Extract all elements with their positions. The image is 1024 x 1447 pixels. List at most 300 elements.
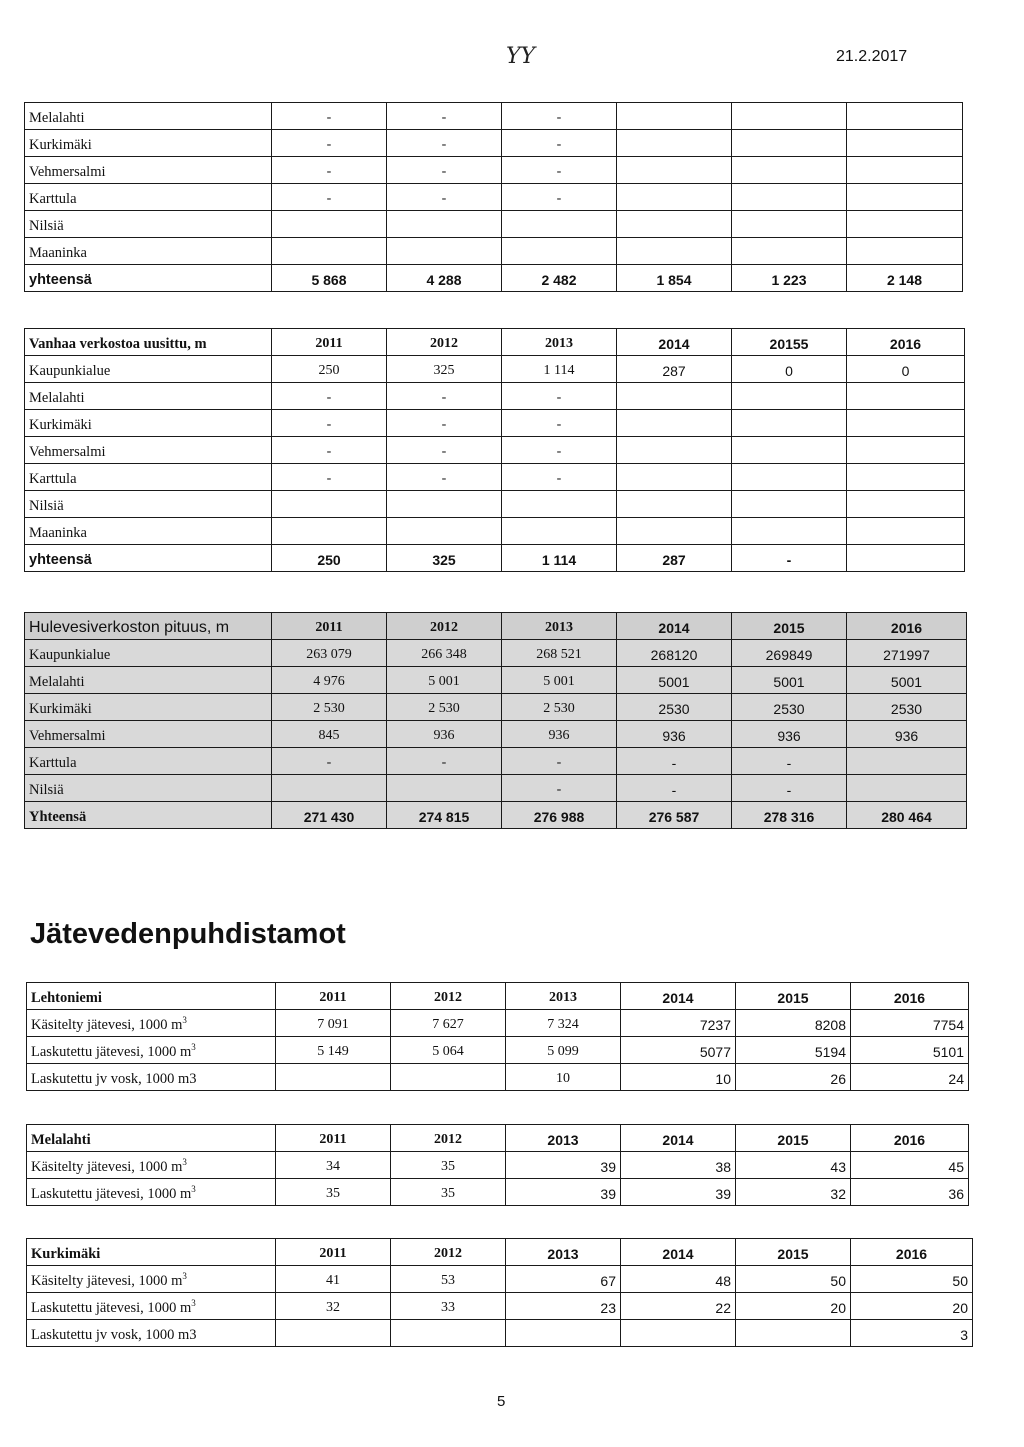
table-row [25, 184, 963, 211]
row-label-text: Laskutettu jätevesi, 1000 m [31, 1300, 192, 1316]
year-header: 2011 [272, 329, 387, 356]
table-cell: 10 [506, 1064, 621, 1091]
table-body [27, 983, 969, 1091]
table-cell: 2 530 [502, 694, 617, 721]
row-label-text: Käsitelty jätevesi, 1000 m [31, 1159, 183, 1175]
table-cell: - [387, 437, 502, 464]
row-label: Kaupunkialue [25, 640, 272, 667]
year-header: 2012 [387, 329, 502, 356]
total-cell: 2 482 [502, 265, 617, 292]
table-cell: 35 [391, 1179, 506, 1206]
table-row [25, 238, 963, 265]
year-header: 2011 [276, 1239, 391, 1266]
year-header: 2015 [736, 1125, 851, 1152]
year-header: 2012 [391, 1125, 506, 1152]
row-label [27, 1179, 276, 1206]
row-label: Nilsiä [25, 211, 272, 238]
table-cell: 268120 [617, 640, 732, 667]
row-label: Kaupunkialue [25, 356, 272, 383]
table-cell: 7237 [621, 1010, 736, 1037]
year-header: 2015 [736, 983, 851, 1010]
table-cell: - [272, 410, 387, 437]
unit-superscript: 3 [182, 1015, 187, 1026]
table-cell: - [617, 775, 732, 802]
table-cell: 325 [387, 356, 502, 383]
total-cell: 280 464 [847, 802, 967, 829]
year-header: 2014 [621, 1239, 736, 1266]
header-row [25, 329, 965, 356]
table-cell [276, 1320, 391, 1347]
unit-superscript: 3 [191, 1298, 196, 1309]
table-cell: - [387, 383, 502, 410]
total-row [25, 545, 965, 572]
table-cell: - [502, 410, 617, 437]
table-row [27, 1320, 973, 1347]
header-row [25, 613, 967, 640]
table-cell: 22 [621, 1293, 736, 1320]
total-label: yhteensä [25, 545, 272, 572]
row-label: Karttula [25, 464, 272, 491]
table-cell: 34 [276, 1152, 391, 1179]
table-row [25, 464, 965, 491]
table-cell: 36 [851, 1179, 969, 1206]
total-cell: 274 815 [387, 802, 502, 829]
table-row [25, 518, 965, 545]
table-cell: - [502, 157, 617, 184]
header-row [27, 1125, 969, 1152]
table-cell [617, 238, 732, 265]
table-cell [617, 410, 732, 437]
table-row [25, 157, 963, 184]
table-cell [617, 157, 732, 184]
year-header: 2012 [387, 613, 502, 640]
row-label-text: Käsitelty jätevesi, 1000 m [31, 1017, 183, 1033]
row-label: Karttula [25, 184, 272, 211]
table-cell [506, 1320, 621, 1347]
total-cell: 276 587 [617, 802, 732, 829]
table-cell: 26 [736, 1064, 851, 1091]
total-cell: 1 114 [502, 545, 617, 572]
table-cell [847, 184, 963, 211]
table-cell: - [387, 184, 502, 211]
row-label: Melalahti [25, 383, 272, 410]
table-cell [387, 775, 502, 802]
table-cell [391, 1320, 506, 1347]
table-title: Lehtoniemi [27, 983, 276, 1010]
table-cell: 38 [621, 1152, 736, 1179]
total-cell: 2 148 [847, 265, 963, 292]
table-cell: - [272, 464, 387, 491]
table-cell: - [387, 410, 502, 437]
table-cell: 5001 [732, 667, 847, 694]
table-cell [736, 1320, 851, 1347]
table-kurkimaki [26, 1238, 973, 1347]
year-header: 2016 [851, 983, 969, 1010]
year-header: 2016 [851, 1239, 973, 1266]
table-stormwater-network [24, 612, 967, 829]
unit-superscript: 3 [191, 1184, 196, 1195]
table-cell: 269849 [732, 640, 847, 667]
table-row [25, 667, 967, 694]
unit-superscript: 3 [182, 1157, 187, 1168]
total-cell: 271 430 [272, 802, 387, 829]
table-cell: - [387, 157, 502, 184]
table-cell: 67 [506, 1266, 621, 1293]
table-cell: 50 [851, 1266, 973, 1293]
table-row [25, 491, 965, 518]
year-header: 2011 [276, 983, 391, 1010]
table-cell [391, 1064, 506, 1091]
table-cell [387, 491, 502, 518]
table-cell: - [502, 184, 617, 211]
table-cell: 0 [847, 356, 965, 383]
table-cell [387, 211, 502, 238]
year-header: 2016 [847, 329, 965, 356]
table-cell: 10 [621, 1064, 736, 1091]
table-cell [732, 103, 847, 130]
table-row [27, 1293, 973, 1320]
year-header: 2014 [617, 613, 732, 640]
handwritten-initials: YY [506, 44, 536, 69]
table-cell: - [387, 748, 502, 775]
table-cell [847, 130, 963, 157]
table-row [25, 721, 967, 748]
table-body [25, 103, 963, 292]
table-row [25, 130, 963, 157]
row-label: Kurkimäki [25, 130, 272, 157]
table-cell [387, 518, 502, 545]
table-cell: 936 [732, 721, 847, 748]
table-row [27, 1010, 969, 1037]
table-cell: 5 001 [387, 667, 502, 694]
total-cell: - [732, 545, 847, 572]
row-label: Kurkimäki [25, 410, 272, 437]
row-label: Melalahti [25, 103, 272, 130]
table-cell: 24 [851, 1064, 969, 1091]
table-cell [732, 491, 847, 518]
year-header: 20155 [732, 329, 847, 356]
table-cell: 50 [736, 1266, 851, 1293]
year-header: 2014 [621, 983, 736, 1010]
table-cell [617, 130, 732, 157]
table-cell [732, 211, 847, 238]
year-header: 2013 [506, 1125, 621, 1152]
table-cell: 20 [851, 1293, 973, 1320]
table-cell [847, 157, 963, 184]
year-header: 2014 [621, 1125, 736, 1152]
table-cell: 7 091 [276, 1010, 391, 1037]
table-cell: - [272, 383, 387, 410]
table-cell: - [272, 130, 387, 157]
table-body [27, 1239, 973, 1347]
total-cell: 4 288 [387, 265, 502, 292]
table-cell: - [272, 157, 387, 184]
table-cell [502, 238, 617, 265]
page-number: 5 [497, 1393, 506, 1410]
row-label-text: Laskutettu jätevesi, 1000 m [31, 1186, 192, 1202]
row-label: Karttula [25, 748, 272, 775]
table-cell: 39 [621, 1179, 736, 1206]
table-cell: 268 521 [502, 640, 617, 667]
table-cell: - [387, 103, 502, 130]
table-cell: - [502, 464, 617, 491]
table-cell [502, 211, 617, 238]
row-label: Laskutettu jv vosk, 1000 m3 [27, 1320, 276, 1347]
row-label-text: Käsitelty jätevesi, 1000 m [31, 1273, 183, 1289]
table-cell: 5194 [736, 1037, 851, 1064]
table-cell: 32 [276, 1293, 391, 1320]
table-cell: 35 [391, 1152, 506, 1179]
table-cell: 48 [621, 1266, 736, 1293]
total-cell: 1 854 [617, 265, 732, 292]
table-cell: - [502, 383, 617, 410]
table-title: Hulevesiverkoston pituus, m [25, 613, 272, 640]
table-cell [272, 211, 387, 238]
table-lehtoniemi [26, 982, 969, 1091]
table-cell: 2530 [617, 694, 732, 721]
table-cell [387, 238, 502, 265]
table-cell: 7754 [851, 1010, 969, 1037]
table-cell: - [502, 748, 617, 775]
table-cell: 35 [276, 1179, 391, 1206]
table-cell [732, 437, 847, 464]
row-label [27, 1293, 276, 1320]
table-cell [617, 184, 732, 211]
table-cell [617, 211, 732, 238]
year-header: 2012 [391, 983, 506, 1010]
total-cell: 5 868 [272, 265, 387, 292]
table-renewed-network [24, 328, 965, 572]
table-cell: - [502, 130, 617, 157]
table-cell: 3 [851, 1320, 973, 1347]
table-row [25, 640, 967, 667]
year-header: 2016 [851, 1125, 969, 1152]
table-row [27, 1152, 969, 1179]
table-cell [847, 437, 965, 464]
table-cell: 5 099 [506, 1037, 621, 1064]
total-cell [847, 545, 965, 572]
table-cell: 39 [506, 1152, 621, 1179]
table-cell: - [387, 464, 502, 491]
year-header: 2012 [391, 1239, 506, 1266]
table-row [25, 103, 963, 130]
table-cell [847, 491, 965, 518]
table-cell [617, 103, 732, 130]
row-label: Nilsiä [25, 491, 272, 518]
table-cell: 936 [387, 721, 502, 748]
row-label: Vehmersalmi [25, 157, 272, 184]
table-row [25, 775, 967, 802]
row-label [27, 1152, 276, 1179]
table-cell [732, 130, 847, 157]
header-row [27, 983, 969, 1010]
table-cell [732, 518, 847, 545]
table-cell: 5 064 [391, 1037, 506, 1064]
table-row [25, 356, 965, 383]
table-row [25, 694, 967, 721]
table-cell: - [272, 437, 387, 464]
total-cell: 250 [272, 545, 387, 572]
table-cell: 32 [736, 1179, 851, 1206]
row-label [27, 1010, 276, 1037]
document-date: 21.2.2017 [836, 48, 908, 65]
table-network-continued [24, 102, 963, 292]
table-cell: - [502, 437, 617, 464]
total-cell: 287 [617, 545, 732, 572]
row-label: Laskutettu jv vosk, 1000 m3 [27, 1064, 276, 1091]
row-label: Vehmersalmi [25, 721, 272, 748]
table-cell: - [272, 103, 387, 130]
table-cell [847, 103, 963, 130]
year-header: 2011 [272, 613, 387, 640]
table-cell [502, 491, 617, 518]
table-cell [621, 1320, 736, 1347]
table-cell: 936 [617, 721, 732, 748]
table-cell: 250 [272, 356, 387, 383]
table-cell [847, 464, 965, 491]
table-cell: 266 348 [387, 640, 502, 667]
table-cell: 7 627 [391, 1010, 506, 1037]
table-cell [272, 775, 387, 802]
table-row [27, 1064, 969, 1091]
table-title: Melalahti [27, 1125, 276, 1152]
table-cell [617, 464, 732, 491]
total-cell: 325 [387, 545, 502, 572]
table-cell: 2 530 [272, 694, 387, 721]
table-cell [732, 464, 847, 491]
total-cell: 1 223 [732, 265, 847, 292]
table-cell: 1 114 [502, 356, 617, 383]
total-cell: 278 316 [732, 802, 847, 829]
table-cell [617, 383, 732, 410]
table-cell [732, 410, 847, 437]
table-row [25, 383, 965, 410]
header-row [27, 1239, 973, 1266]
year-header: 2016 [847, 613, 967, 640]
table-cell [847, 775, 967, 802]
year-header: 2015 [732, 613, 847, 640]
table-cell [617, 437, 732, 464]
table-cell [847, 748, 967, 775]
row-label: Vehmersalmi [25, 437, 272, 464]
table-row [25, 437, 965, 464]
table-cell: 5001 [617, 667, 732, 694]
table-cell: 2530 [732, 694, 847, 721]
total-label: Yhteensä [25, 802, 272, 829]
table-body [25, 613, 967, 829]
table-row [25, 748, 967, 775]
table-cell [276, 1064, 391, 1091]
table-body [25, 329, 965, 572]
table-cell: 845 [272, 721, 387, 748]
table-cell: - [732, 775, 847, 802]
table-cell: - [387, 130, 502, 157]
table-cell [272, 238, 387, 265]
table-cell [847, 518, 965, 545]
table-cell: 39 [506, 1179, 621, 1206]
table-cell: 20 [736, 1293, 851, 1320]
table-row [27, 1179, 969, 1206]
table-cell: 0 [732, 356, 847, 383]
table-cell: 5 149 [276, 1037, 391, 1064]
table-cell: 936 [502, 721, 617, 748]
table-melalahti [26, 1124, 969, 1206]
table-cell: 7 324 [506, 1010, 621, 1037]
year-header: 2015 [736, 1239, 851, 1266]
unit-superscript: 3 [182, 1271, 187, 1282]
year-header: 2013 [506, 983, 621, 1010]
table-row [25, 211, 963, 238]
table-cell [502, 518, 617, 545]
section-title: Jätevedenpuhdistamot [30, 918, 346, 950]
table-cell: 936 [847, 721, 967, 748]
table-cell [847, 238, 963, 265]
row-label [27, 1037, 276, 1064]
table-cell [732, 383, 847, 410]
table-cell [617, 518, 732, 545]
table-body [27, 1125, 969, 1206]
table-cell [847, 211, 963, 238]
table-cell: 287 [617, 356, 732, 383]
table-cell [847, 383, 965, 410]
row-label-text: Laskutettu jätevesi, 1000 m [31, 1044, 192, 1060]
table-cell: 33 [391, 1293, 506, 1320]
row-label [27, 1266, 276, 1293]
row-label: Kurkimäki [25, 694, 272, 721]
table-row [27, 1037, 969, 1064]
year-header: 2013 [506, 1239, 621, 1266]
table-cell: - [502, 775, 617, 802]
total-row [25, 265, 963, 292]
row-label: Melalahti [25, 667, 272, 694]
table-title: Kurkimäki [27, 1239, 276, 1266]
table-cell: - [272, 748, 387, 775]
table-cell: 4 976 [272, 667, 387, 694]
table-cell: - [732, 748, 847, 775]
table-cell [847, 410, 965, 437]
table-cell: 271997 [847, 640, 967, 667]
total-cell: 276 988 [502, 802, 617, 829]
table-cell: 5 001 [502, 667, 617, 694]
total-row [25, 802, 967, 829]
table-cell: 8208 [736, 1010, 851, 1037]
row-label: Nilsiä [25, 775, 272, 802]
unit-superscript: 3 [191, 1042, 196, 1053]
table-cell: 5001 [847, 667, 967, 694]
year-header: 2013 [502, 329, 617, 356]
year-header: 2013 [502, 613, 617, 640]
table-cell: 45 [851, 1152, 969, 1179]
table-cell [272, 518, 387, 545]
table-cell: 5101 [851, 1037, 969, 1064]
table-cell: 5077 [621, 1037, 736, 1064]
table-cell: - [617, 748, 732, 775]
table-title: Vanhaa verkostoa uusittu, m [25, 329, 272, 356]
table-cell: - [502, 103, 617, 130]
row-label: Maaninka [25, 518, 272, 545]
year-header: 2014 [617, 329, 732, 356]
table-cell [617, 491, 732, 518]
table-cell [272, 491, 387, 518]
table-cell: - [272, 184, 387, 211]
table-cell: 2 530 [387, 694, 502, 721]
table-cell [732, 238, 847, 265]
table-row [25, 410, 965, 437]
table-cell: 2530 [847, 694, 967, 721]
table-cell: 53 [391, 1266, 506, 1293]
table-cell: 263 079 [272, 640, 387, 667]
table-cell: 41 [276, 1266, 391, 1293]
